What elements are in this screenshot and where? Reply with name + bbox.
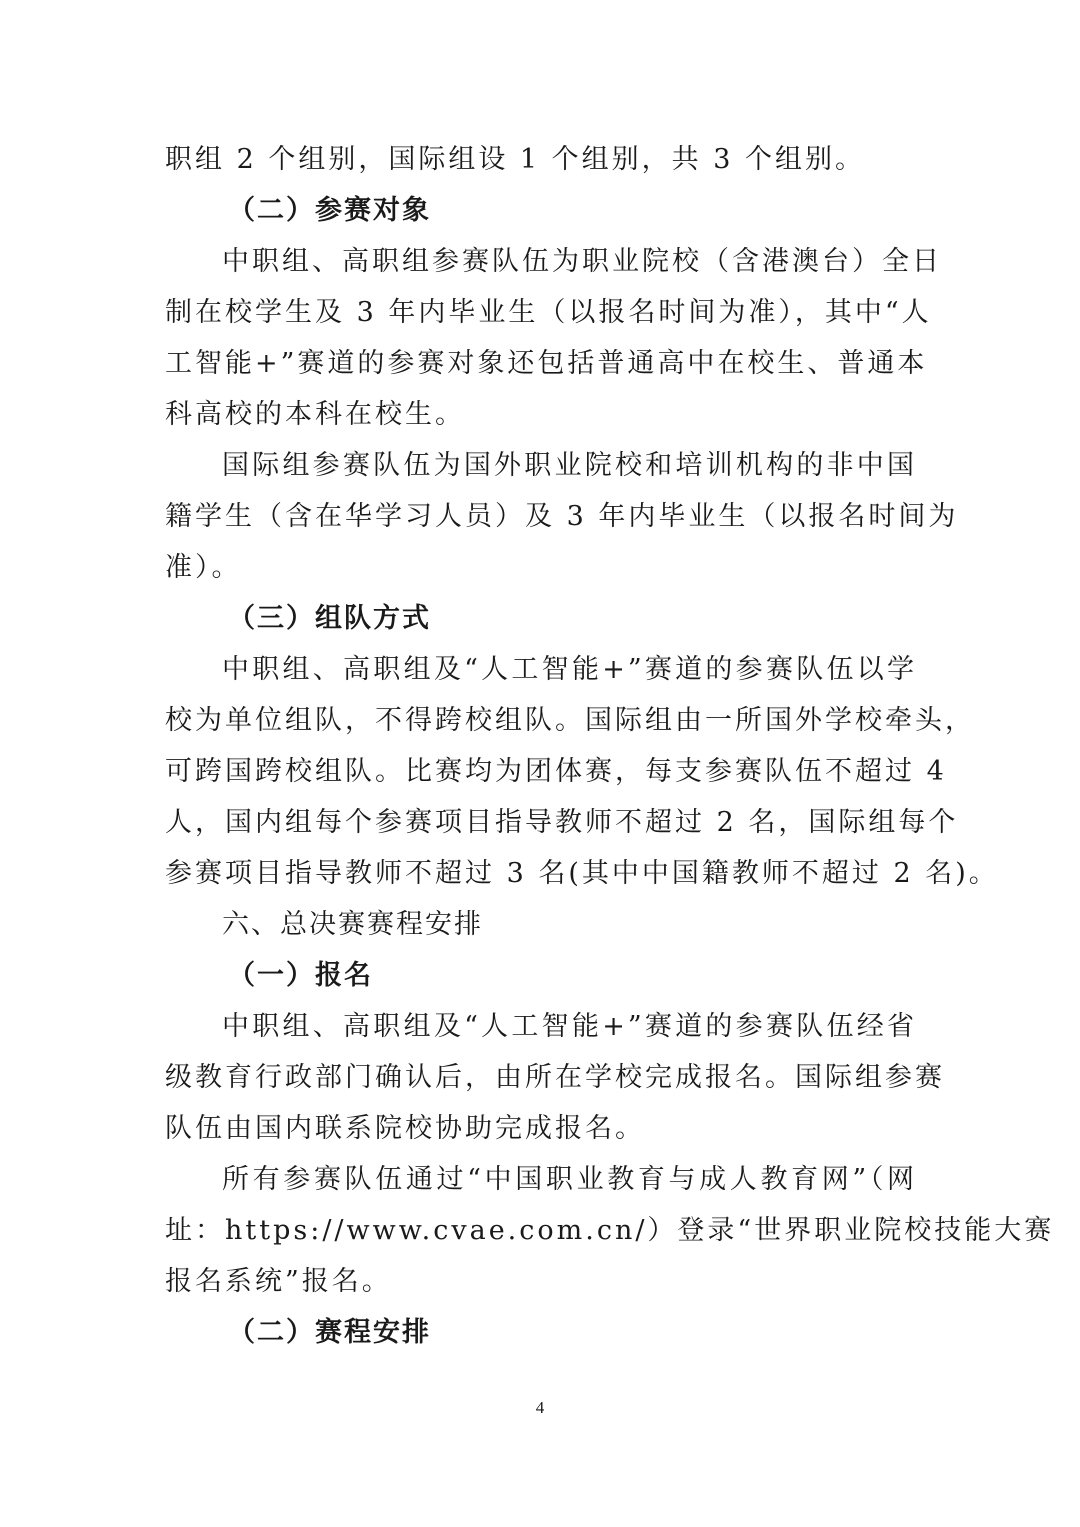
section-heading-participants: （二）参赛对象 — [228, 195, 431, 226]
section-heading-team-formation: （三）组队方式 — [228, 603, 431, 634]
paragraph-line: 准）。 — [165, 552, 242, 583]
chapter-heading-finals-schedule: 六、总决赛赛程安排 — [222, 909, 483, 940]
paragraph-line: 人，国内组每个参赛项目指导教师不超过 2 名，国际组每个 — [165, 807, 959, 838]
paragraph-line: 国际组参赛队伍为国外职业院校和培训机构的非中国 — [222, 450, 917, 481]
section-heading-schedule: （二）赛程安排 — [228, 1317, 431, 1348]
paragraph-line: 校为单位组队，不得跨校组队。国际组由一所国外学校牵头， — [165, 705, 975, 736]
paragraph-line: 制在校学生及 3 年内毕业生（以报名时间为准），其中“人 — [165, 297, 932, 328]
paragraph-line: 中职组、高职组及“人工智能+”赛道的参赛队伍以学 — [222, 654, 917, 685]
paragraph-line: 报名系统”报名。 — [165, 1266, 392, 1297]
section-heading-registration: （一）报名 — [228, 960, 373, 991]
paragraph-line: 工智能+”赛道的参赛对象还包括普通高中在校生、普通本 — [165, 348, 928, 379]
paragraph-line: 可跨国跨校组队。比赛均为团体赛，每支参赛队伍不超过 4 — [165, 756, 947, 787]
paragraph-line: 职组 2 个组别，国际组设 1 个组别，共 3 个组别。 — [165, 144, 866, 175]
paragraph-line: 科高校的本科在校生。 — [165, 399, 465, 430]
paragraph-line: 所有参赛队伍通过“中国职业教育与成人教育网”（网 — [222, 1164, 917, 1195]
paragraph-line: 中职组、高职组参赛队伍为职业院校（含港澳台）全日 — [222, 246, 942, 277]
page-number: 4 — [535, 1398, 545, 1417]
paragraph-line-url: 址：https://www.cvae.com.cn/）登录“世界职业院校技能大赛 — [165, 1215, 1055, 1246]
paragraph-line: 队伍由国内联系院校协助完成报名。 — [165, 1113, 645, 1144]
paragraph-line: 中职组、高职组及“人工智能+”赛道的参赛队伍经省 — [222, 1011, 917, 1042]
paragraph-line: 籍学生（含在华学习人员）及 3 年内毕业生（以报名时间为 — [165, 501, 959, 532]
paragraph-line: 级教育行政部门确认后，由所在学校完成报名。国际组参赛 — [165, 1062, 945, 1093]
paragraph-line: 参赛项目指导教师不超过 3 名(其中中国籍教师不超过 2 名)。 — [165, 858, 999, 889]
